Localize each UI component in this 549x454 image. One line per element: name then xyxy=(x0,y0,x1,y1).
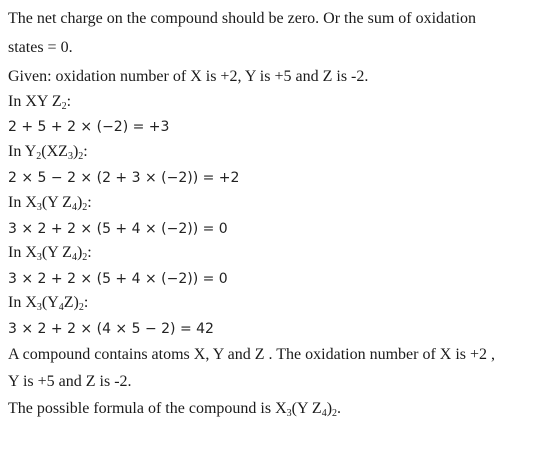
formula-label-xyz2: In XY $Z_2$: xyxy=(8,93,72,112)
explanation-line-2: states = 0. xyxy=(8,39,73,56)
calculation-xyz2: 2 + 5 + 2 × (−2) = +3 xyxy=(8,119,170,135)
formula-label-x3yz4-b: In $X_3(Y$ $Z_4)_2$: xyxy=(8,244,92,263)
explanation-line-1: The net charge on the compound should be zero. Or the sum of oxidation xyxy=(8,10,477,27)
formula-label-y2xz3: In $Y_2(XZ_3)_2$: xyxy=(8,143,88,162)
calculation-x3y4z2: 3 × 2 + 2 × (4 × 5 − 2) = 42 xyxy=(8,321,214,337)
conclusion-line: The possible formula of the compound is $X_3(Y$ $Z_4)_2$. xyxy=(8,400,342,419)
calculation-x3yz4-b: 3 × 2 + 2 × (5 + 4 × (−2)) = 0 xyxy=(8,271,228,287)
restated-question-line-2: Y is +5 and Z is -2. xyxy=(8,373,132,390)
formula-label-x3yz4-a: In $X_3(Y$ $Z_4)_2$: xyxy=(8,194,92,213)
given-line: Given: oxidation number of X is +2, Y is +5 and Z is -2. xyxy=(8,68,369,85)
formula-label-x3y4z2: In $X_3(Y_4Z)_2$: xyxy=(8,294,89,313)
calculation-x3yz4-a: 3 × 2 + 2 × (5 + 4 × (−2)) = 0 xyxy=(8,221,228,237)
calculation-y2xz3: 2 × 5 − 2 × (2 + 3 × (−2)) = +2 xyxy=(8,170,240,186)
restated-question-line-1: A compound contains atoms X, Y and Z . The oxidation number of X is +2 , xyxy=(8,346,496,363)
